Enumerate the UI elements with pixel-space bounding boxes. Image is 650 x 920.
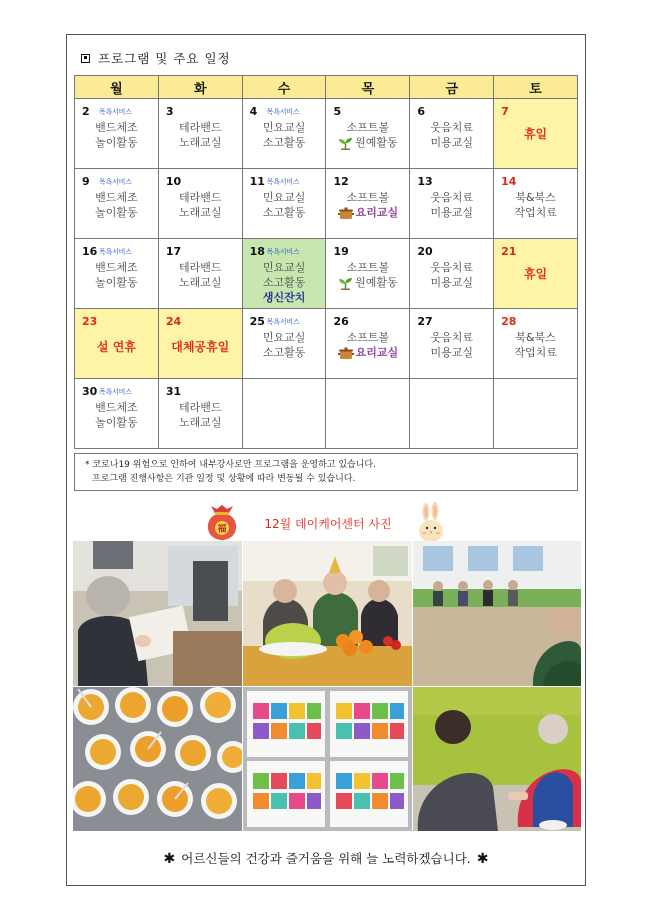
program-line: 미용교실 <box>430 206 473 219</box>
photo-porridge-bowls <box>73 687 242 831</box>
photo-section-title: 12월 데이케어센터 사진 <box>264 516 392 531</box>
day-number: 3 <box>165 105 174 118</box>
bath-service-tag: 목욕서비스 <box>266 318 300 326</box>
calendar-day-cell <box>410 169 494 239</box>
calendar-week-row <box>75 169 578 239</box>
day-number: 19 <box>333 245 349 258</box>
day-number: 16 <box>82 245 98 258</box>
bath-service-tag: 목욕서비스 <box>99 248 132 256</box>
day-number: 4 <box>249 105 258 118</box>
note-line: * 코로나19 위험으로 인하여 내부강사로만 프로그램을 운영하고 있습니다. <box>85 460 376 470</box>
calendar-week-row <box>75 99 578 169</box>
day-number: 6 <box>417 105 425 118</box>
calendar-day-cell <box>242 169 326 239</box>
program-line-with-icon: 원예활동 <box>326 275 409 290</box>
day-number: 12 <box>333 175 349 188</box>
day-number: 25 <box>249 315 265 328</box>
calendar-day-cell-holiday <box>494 99 578 169</box>
day-number: 26 <box>333 315 349 328</box>
asterisk-icon: ✱ <box>476 851 489 867</box>
calendar-day-cell <box>326 239 410 309</box>
program-line: 웃음치료 <box>430 261 473 274</box>
program-line: 소프트볼 <box>346 331 390 344</box>
calendar-week-row <box>75 309 578 379</box>
bath-service-tag: 목욕서비스 <box>99 178 132 186</box>
day-number: 20 <box>417 245 433 258</box>
lucky-bag-icon <box>202 503 242 543</box>
program-line: 소고활동 <box>262 346 306 359</box>
calendar-day-cell <box>158 99 242 169</box>
program-notes <box>74 453 578 491</box>
day-number: 7 <box>501 105 509 118</box>
holiday-label: 휴일 <box>523 127 548 141</box>
calendar-empty-cell <box>326 379 410 449</box>
bath-service-tag: 목욕서비스 <box>266 248 300 256</box>
asterisk-icon: ✱ <box>163 851 176 867</box>
day-number: 31 <box>165 385 182 398</box>
sprout-icon <box>338 277 353 290</box>
newsletter-page <box>66 34 586 886</box>
day-number: 5 <box>333 105 342 118</box>
calendar-day-cell <box>410 309 494 379</box>
weekday-fri: 금 <box>410 76 494 99</box>
rabbit-icon <box>414 502 450 544</box>
weekday-sat: 토 <box>494 76 578 99</box>
calendar-empty-cell <box>410 379 494 449</box>
calendar-day-cell <box>158 239 242 309</box>
weekday-header-row <box>75 76 578 99</box>
day-number: 23 <box>82 315 98 328</box>
program-line: 민요교실 <box>262 331 306 344</box>
program-line: 노래교실 <box>178 206 222 219</box>
day-number: 24 <box>165 315 182 328</box>
calendar-day-cell-holiday <box>75 309 159 379</box>
calendar-day-cell <box>410 99 494 169</box>
weekday-mon: 월 <box>75 76 159 99</box>
cooking-pot-icon <box>338 346 354 360</box>
photo-pattern-papers <box>243 687 412 831</box>
day-number: 28 <box>501 315 517 328</box>
program-line: 웃음치료 <box>430 121 473 134</box>
day-number: 10 <box>165 175 182 188</box>
calendar-week-row <box>75 239 578 309</box>
program-line: 밴드체조 <box>95 121 138 134</box>
calendar-day-cell <box>326 169 410 239</box>
program-line: 밴드체조 <box>95 261 138 274</box>
weekday-tue: 화 <box>158 76 242 99</box>
program-line: 북&북스 <box>515 331 556 344</box>
program-line: 놀이활동 <box>95 206 138 219</box>
calendar-day-cell <box>494 309 578 379</box>
section-title: 프로그램 및 주요 일정 <box>81 49 231 67</box>
holiday-label: 대체공휴일 <box>171 340 230 354</box>
program-line: 민요교실 <box>262 191 306 204</box>
photo-group-exercise <box>413 541 581 686</box>
cooking-pot-icon <box>338 206 354 220</box>
program-line-with-icon: 원예활동 <box>326 135 409 150</box>
program-line: 웃음치료 <box>430 331 473 344</box>
day-number: 11 <box>249 175 265 188</box>
calendar-day-cell <box>75 99 159 169</box>
program-line: 소고활동 <box>262 276 306 289</box>
calendar-day-cell-holiday <box>494 239 578 309</box>
program-line: 테라밴드 <box>178 261 222 274</box>
calendar-day-cell <box>410 239 494 309</box>
program-line: 미용교실 <box>430 136 473 149</box>
program-line: 웃음치료 <box>430 191 473 204</box>
weekday-wed: 수 <box>242 76 326 99</box>
birthday-party-label: 생신잔치 <box>262 291 306 304</box>
calendar-empty-cell <box>494 379 578 449</box>
program-line: 밴드체조 <box>95 401 138 414</box>
program-line: 소고활동 <box>262 206 306 219</box>
program-line: 테라밴드 <box>178 121 222 134</box>
sprout-icon <box>338 137 353 150</box>
photo-drawing-activity <box>73 541 242 686</box>
program-line: 소프트볼 <box>346 191 390 204</box>
program-line: 작업치료 <box>514 346 557 359</box>
day-number: 30 <box>82 385 98 398</box>
calendar-day-cell-holiday <box>158 309 242 379</box>
photo-care-activity <box>413 687 581 831</box>
calendar-day-cell <box>242 309 326 379</box>
program-line: 북&북스 <box>515 191 556 204</box>
bath-service-tag: 목욕서비스 <box>266 108 300 116</box>
program-line: 소프트볼 <box>346 261 390 274</box>
program-line: 소고활동 <box>262 136 306 149</box>
program-line: 소프트볼 <box>346 121 390 134</box>
closing-message: ✱ 어르신들의 건강과 즐거움을 위해 늘 노력하겠습니다. ✱ <box>163 851 489 867</box>
bath-service-tag: 목욕서비스 <box>99 108 132 116</box>
program-line: 노래교실 <box>178 416 222 429</box>
weekday-thu: 목 <box>326 76 410 99</box>
calendar-day-cell-birthday <box>242 239 326 309</box>
program-line: 민요교실 <box>262 261 306 274</box>
holiday-label: 설 연휴 <box>96 340 136 354</box>
program-line: 테라밴드 <box>178 401 222 414</box>
holiday-label: 휴일 <box>523 267 548 281</box>
svg-text:福: 福 <box>217 524 227 535</box>
bath-service-tag: 목욕서비스 <box>266 178 300 186</box>
program-line: 노래교실 <box>178 136 222 149</box>
program-line: 미용교실 <box>430 346 473 359</box>
bath-service-tag: 목욕서비스 <box>99 388 132 396</box>
program-line: 테라밴드 <box>178 191 222 204</box>
calendar-empty-cell <box>242 379 326 449</box>
calendar-day-cell <box>158 379 242 449</box>
program-line: 놀이활동 <box>95 276 138 289</box>
program-line: 놀이활동 <box>95 416 138 429</box>
program-line-with-icon: 요리교실 <box>326 345 409 360</box>
program-line: 민요교실 <box>262 121 306 134</box>
program-calendar <box>74 75 578 449</box>
program-line: 작업치료 <box>514 206 557 219</box>
program-line: 밴드체조 <box>95 191 138 204</box>
calendar-week-row <box>75 379 578 449</box>
calendar-day-cell <box>75 239 159 309</box>
calendar-day-cell <box>242 99 326 169</box>
photo-grid <box>73 541 581 831</box>
calendar-day-cell <box>326 309 410 379</box>
square-bullet-icon <box>81 54 90 63</box>
day-number: 18 <box>249 245 265 258</box>
day-number: 17 <box>165 245 182 258</box>
day-number: 13 <box>417 175 433 188</box>
calendar-day-cell <box>75 169 159 239</box>
day-number: 2 <box>82 105 90 118</box>
program-line: 미용교실 <box>430 276 473 289</box>
day-number: 27 <box>417 315 433 328</box>
program-line: 노래교실 <box>178 276 222 289</box>
note-line: 프로그램 진행사항은 기관 일정 및 상황에 따라 변동될 수 있습니다. <box>92 474 356 484</box>
photo-section-header <box>67 502 585 544</box>
photo-birthday-party <box>243 541 412 686</box>
program-line: 놀이활동 <box>95 136 138 149</box>
day-number: 14 <box>501 175 517 188</box>
calendar-day-cell <box>326 99 410 169</box>
day-number: 9 <box>82 175 90 188</box>
program-line-with-icon: 요리교실 <box>326 205 409 220</box>
calendar-day-cell <box>158 169 242 239</box>
calendar-day-cell <box>75 379 159 449</box>
calendar-day-cell <box>494 169 578 239</box>
day-number: 21 <box>501 245 517 258</box>
